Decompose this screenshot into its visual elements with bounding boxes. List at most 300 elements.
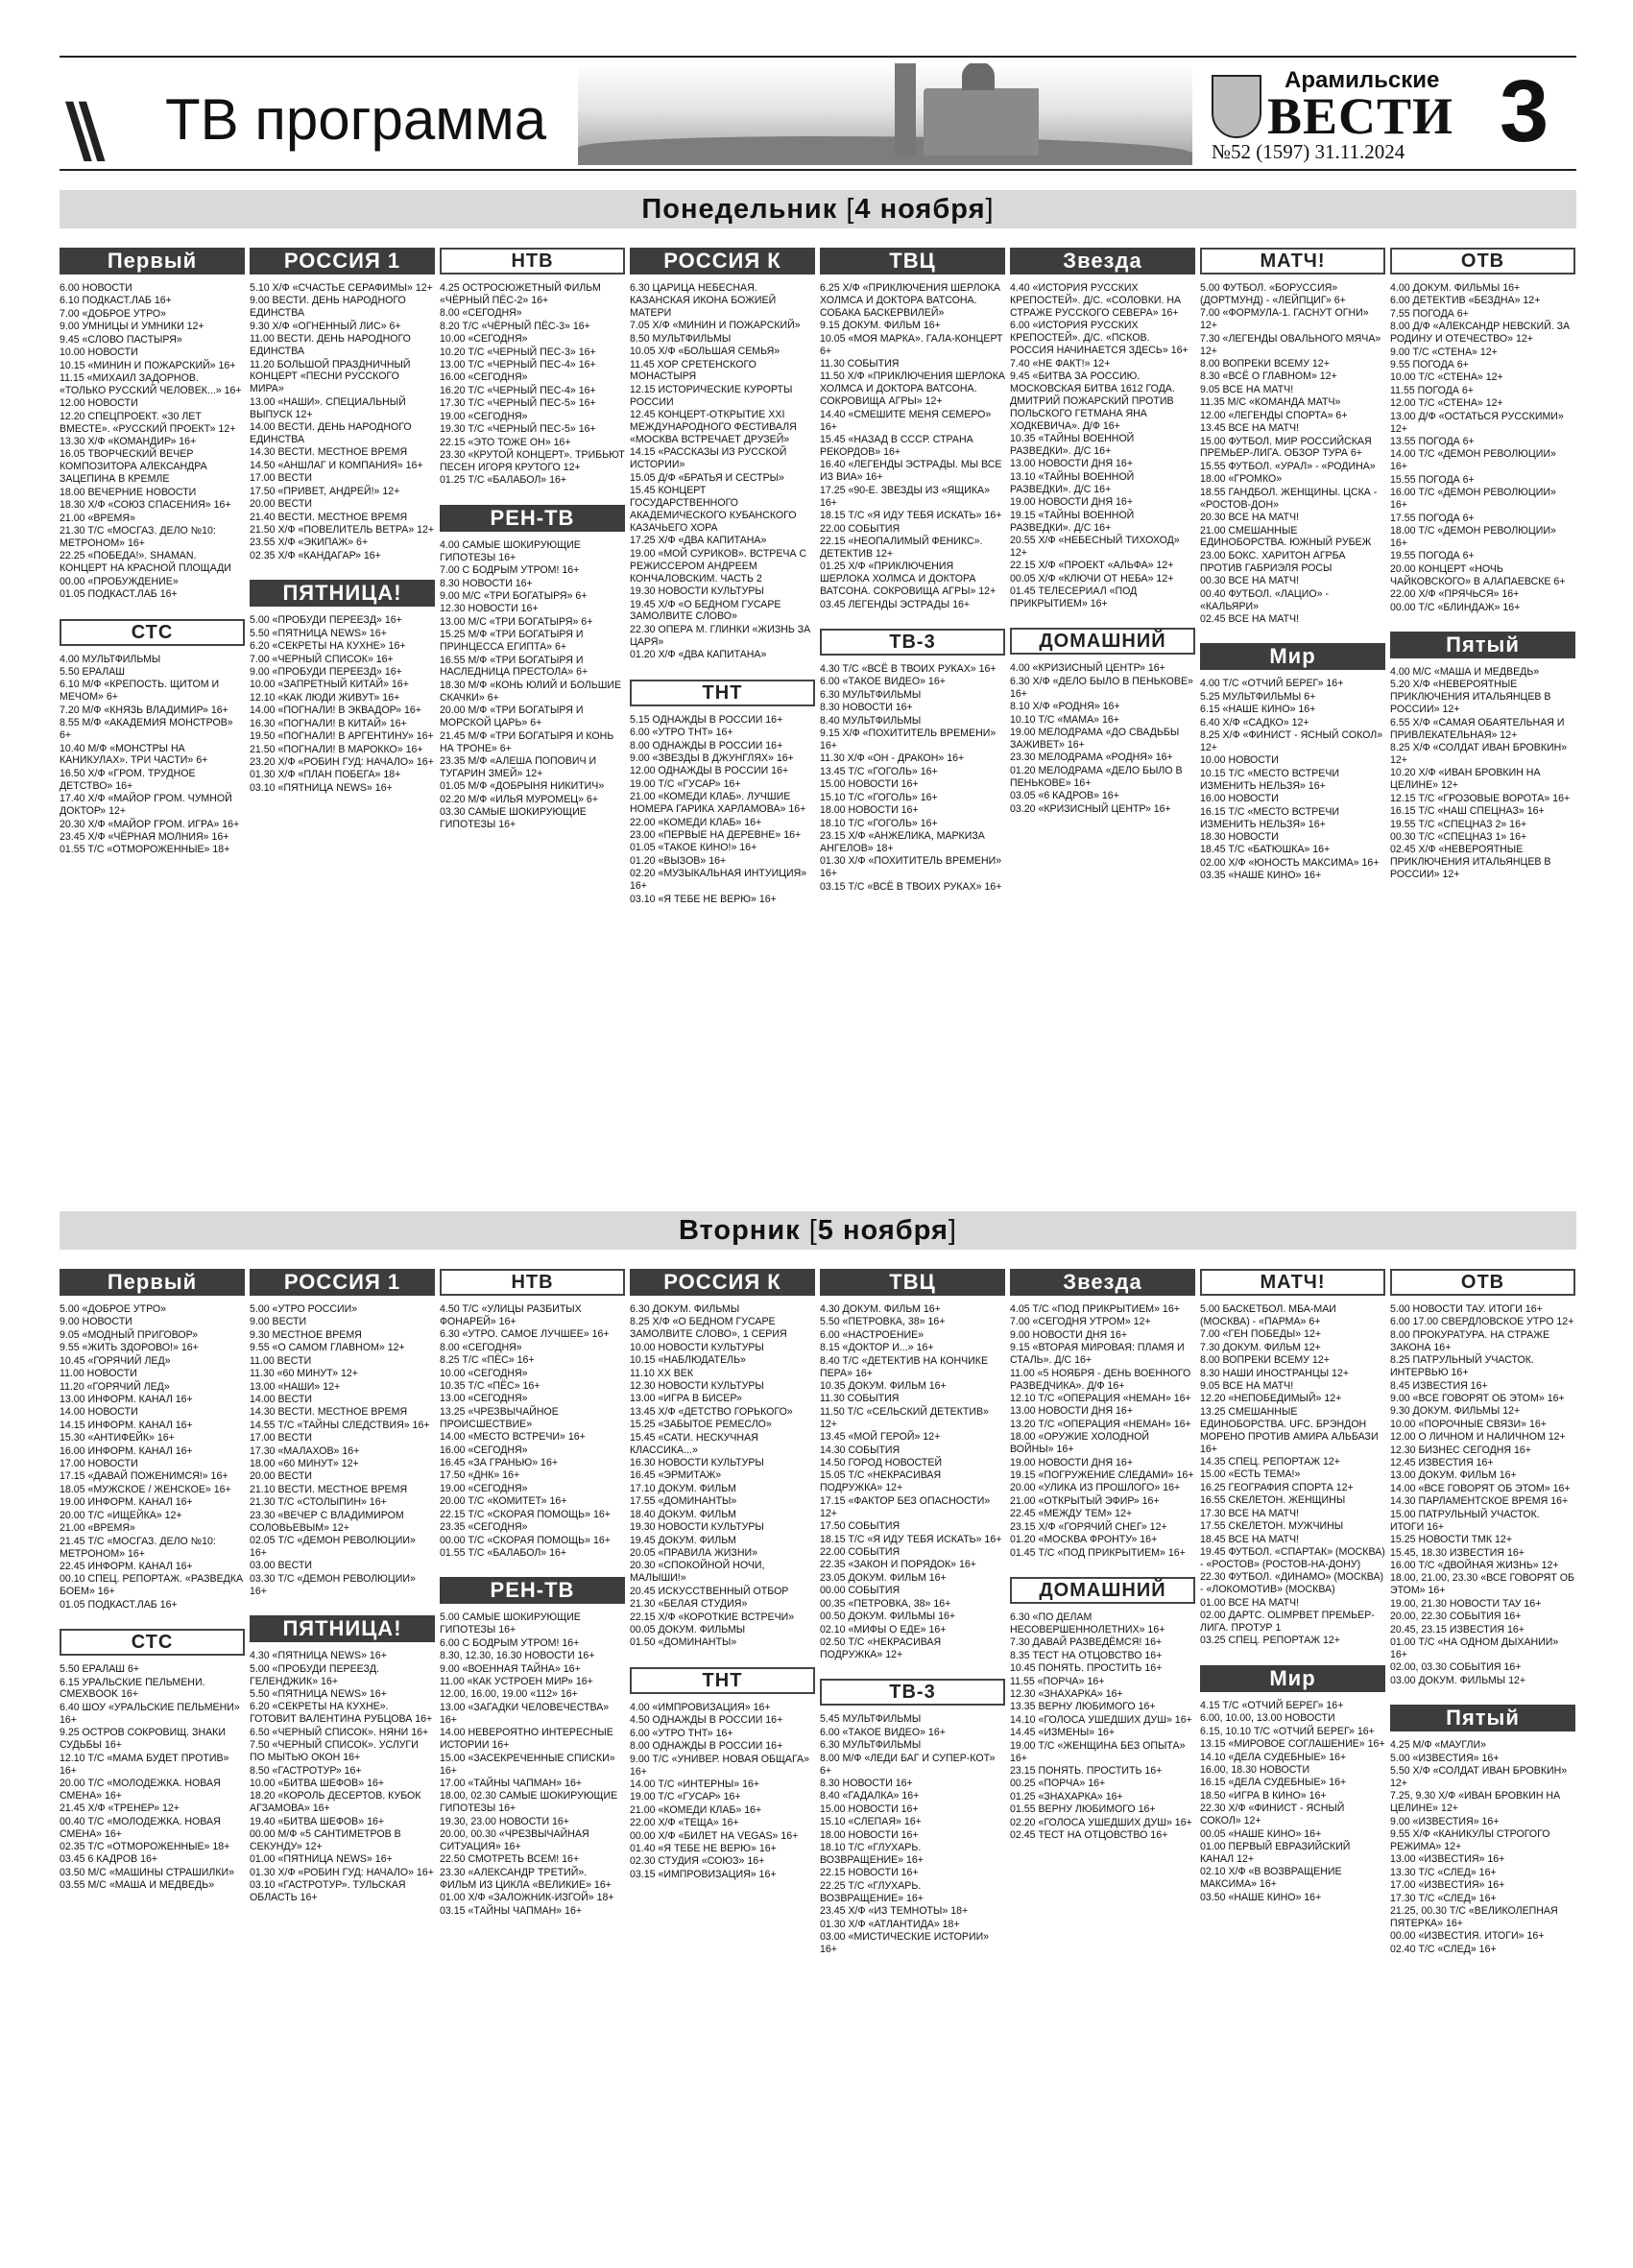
program-item: 17.30 «МАЛАХОВ» 16+ xyxy=(250,1444,360,1457)
program-item: 9.00 «ПРОБУДИ ПЕРЕЕЗД» 16+ xyxy=(250,665,402,678)
program-item: 16.30 «ПОГНАЛИ! В КИТАЙ» 16+ xyxy=(250,717,407,729)
schedule-column xyxy=(60,1269,245,2257)
program-item: 16.15 Т/С «МЕСТО ВСТРЕЧИ ИЗМЕНИТЬ НЕЛЬЗЯ» 16+ xyxy=(1200,805,1340,830)
program-item: 8.00 «СЕГОДНЯ» xyxy=(440,307,522,320)
program-item: 18.05 «МУЖСКОЕ / ЖЕНСКОЕ» 16+ xyxy=(60,1483,231,1495)
program-item: 10.00 НОВОСТИ xyxy=(60,346,138,359)
program-item: 5.00 «ПРОБУДИ ПЕРЕЕЗД. ГЕЛЕНДЖИК» 16+ xyxy=(250,1662,379,1687)
program-item: 23.00 «ПЕРВЫЕ НА ДЕРЕВНЕ» 16+ xyxy=(630,828,802,841)
program-item: 14.30 ВЕСТИ. МЕСТНОЕ ВРЕМЯ xyxy=(250,1406,408,1419)
program-item: 22.15 «ЭТО ТОЖЕ ОН» 16+ xyxy=(440,436,571,448)
program-item: 02.45 Х/Ф «НЕВЕРОЯТНЫЕ ПРИКЛЮЧЕНИЯ ИТАЛЬЯНЦЕВ В РОССИИ» 12+ xyxy=(1390,844,1551,881)
program-item: 00.00 «ИЗВЕСТИЯ. ИТОГИ» 16+ xyxy=(1390,1930,1545,1943)
program-item: 9.15 ДОКУМ. ФИЛЬМ 16+ xyxy=(820,320,941,332)
program-item: 8.00 ОДНАЖДЫ В РОССИИ 16+ xyxy=(630,739,783,752)
program-item: 21.30 «БЕЛАЯ СТУДИЯ» xyxy=(630,1598,748,1611)
program-item: 13.00 «ИГРА В БИСЕР» xyxy=(630,1393,742,1405)
program-item: 14.00 «ВСЕ ГОВОРЯТ ОБ ЭТОМ» 16+ xyxy=(1390,1482,1571,1494)
program-item: 12.45 КОНЦЕРТ-ОТКРЫТИЕ XXI МЕЖДУНАРОДНОГО ФЕСТИВАЛЯ «МОСКВА ВСТРЕЧАЕТ ДРУЗЕЙ» xyxy=(630,409,797,446)
program-item: 19.45 Х/Ф «О БЕДНОМ ГУСАРЕ ЗАМОЛВИТЕ СЛОВО» xyxy=(630,598,781,623)
program-item: 19.45 ДОКУМ. ФИЛЬМ xyxy=(630,1534,736,1546)
program-item: 5.00 НОВОСТИ ТАУ. ИТОГИ 16+ xyxy=(1390,1303,1543,1315)
channel-logo: Пятый xyxy=(1390,632,1575,658)
program-item: 17.25 «90-Е. ЗВЕЗДЫ ИЗ «ЯЩИКА» 16+ xyxy=(820,484,990,509)
program-item: 23.30 «АЛЕКСАНДР ТРЕТИЙ». ФИЛЬМ ИЗ ЦИКЛА «ВЕЛИКИЕ» 16+ xyxy=(440,1866,612,1891)
program-item: 11.30 СОБЫТИЯ xyxy=(820,1393,900,1405)
program-item: 9.55 «О САМОМ ГЛАВНОМ» 12+ xyxy=(250,1342,405,1354)
channel-logo: РОССИЯ К xyxy=(630,248,815,275)
program-item: 00.00 «ПРОБУЖДЕНИЕ» xyxy=(60,575,179,587)
program-item: 20.30 ВСЕ НА МАТЧ! xyxy=(1200,512,1300,524)
channel-logo: РЕН-ТВ xyxy=(440,1577,625,1604)
program-item: 4.50 ОДНАЖДЫ В РОССИИ 16+ xyxy=(630,1714,783,1727)
program-item: 22.00 СОБЫТИЯ xyxy=(820,522,901,535)
program-item: 00.00 Х/Ф «БИЛЕТ НА VEGAS» 16+ xyxy=(630,1829,799,1842)
program-item: 01.05 М/Ф «ДОБРЫНЯ НИКИТИЧ» xyxy=(440,780,605,793)
program-item: 18.15 Т/С «Я ИДУ ТЕБЯ ИСКАТЬ» 16+ xyxy=(820,510,1002,522)
program-item: 01.00 ПЕРВЫЙ ЕВРАЗИЙСКИЙ КАНАЛ 12+ xyxy=(1200,1841,1351,1865)
program-item: 16.30 НОВОСТИ КУЛЬТУРЫ xyxy=(630,1457,764,1469)
program-item: 18.10 Т/С «ГЛУХАРЬ. ВОЗВРАЩЕНИЕ» 16+ xyxy=(820,1842,924,1866)
program-item: 10.10 Т/С «МАМА» 16+ xyxy=(1010,713,1119,726)
program-item: 01.05 «ТАКОЕ КИНО!» 16+ xyxy=(630,842,757,854)
program-item: 03.45 ЛЕГЕНДЫ ЭСТРАДЫ 16+ xyxy=(820,598,971,610)
program-item: 6.00 «ТАКОЕ ВИДЕО» 16+ xyxy=(820,1726,946,1738)
schedule-column xyxy=(1390,1269,1575,2257)
program-item: 7.40 «НЕ ФАКТ!» 12+ xyxy=(1010,357,1111,370)
program-item: 20.00 Т/С «КОМИТЕТ» 16+ xyxy=(440,1495,567,1508)
program-item: 11.20 БОЛЬШОЙ ПРАЗДНИЧНЫЙ КОНЦЕРТ «ПЕСНИ РУССКОГО МИРА» xyxy=(250,358,411,395)
program-item: 15.25 М/Ф «ТРИ БОГАТЫРЯ И ПРИНЦЕССА ЕГИПТА» 6+ xyxy=(440,629,584,654)
program-item: 11.00 «КАК УСТРОЕН МИР» 16+ xyxy=(440,1676,593,1688)
program-item: 14.30 СОБЫТИЯ xyxy=(820,1444,901,1456)
program-item: 10.00 Т/С «СТЕНА» 12+ xyxy=(1390,371,1503,384)
program-item: 21.40 ВЕСТИ. МЕСТНОЕ ВРЕМЯ xyxy=(250,511,408,523)
program-item: 9.55 ПОГОДА 6+ xyxy=(1390,359,1469,371)
program-item: 19.00 НОВОСТИ ДНЯ 16+ xyxy=(1010,496,1134,509)
schedule-column xyxy=(1010,1269,1195,2257)
program-item: 18.00 НОВОСТИ 16+ xyxy=(820,804,919,817)
program-item: 14.00 НОВОСТИ xyxy=(60,1406,138,1419)
program-item: 7.00 «ФОРМУЛА-1. ГАСНУТ ОГНИ» 12+ xyxy=(1200,307,1369,332)
program-item: 8.00 ВОПРЕКИ ВСЕМУ 12+ xyxy=(1200,1354,1330,1367)
program-item: 03.50 «НАШЕ КИНО» 16+ xyxy=(1200,1891,1322,1903)
program-item: 7.30 ДОКУМ. ФИЛЬМ 12+ xyxy=(1200,1341,1321,1353)
program-item: 6.10 ПОДКАСТ.ЛАБ 16+ xyxy=(60,295,172,307)
program-item: 6.30 Х/Ф «ДЕЛО БЫЛО В ПЕНЬКОВЕ» 16+ xyxy=(1010,675,1193,700)
program-item: 00.30 ВСЕ НА МАТЧ! xyxy=(1200,575,1300,587)
program-item: 5.50 Х/Ф «СОЛДАТ ИВАН БРОВКИН» 12+ xyxy=(1390,1765,1568,1789)
program-item: 6.00 С БОДРЫМ УТРОМ! 16+ xyxy=(440,1636,580,1649)
program-item: 14.00 «МЕСТО ВСТРЕЧИ» 16+ xyxy=(440,1431,586,1444)
program-item: 00.00 Т/С «СКОРАЯ ПОМОЩЬ» 16+ xyxy=(440,1534,611,1546)
program-item: 13.10 «ТАЙНЫ ВОЕННОЙ РАЗВЕДКИ». Д/С 16+ xyxy=(1010,470,1135,495)
program-item: 16.05 ТВОРЧЕСКИЙ ВЕЧЕР КОМПОЗИТОРА АЛЕКСАНДРА ЗАЦЕПИНА В КРЕМЛЕ xyxy=(60,448,207,486)
program-item: 02.20 «МУЗЫКАЛЬНАЯ ИНТУИЦИЯ» 16+ xyxy=(630,868,807,893)
program-item: 18.00 «ГРОМКО» xyxy=(1200,473,1283,486)
program-item: 11.00 ВЕСТИ xyxy=(250,1354,312,1367)
program-item: 19.30 Т/С «ЧЕРНЫЙ ПЕС-5» 16+ xyxy=(440,423,596,436)
program-item: 00.05 Х/Ф «КЛЮЧИ ОТ НЕБА» 12+ xyxy=(1010,572,1174,585)
channel-logo: ТНТ xyxy=(630,680,815,706)
program-item: 01.00 ВСЕ НА МАТЧ! xyxy=(1200,1596,1300,1609)
program-item: 01.00 «ПЯТНИЦА NEWS» 16+ xyxy=(250,1853,393,1866)
program-item: 19.00, 21.30 НОВОСТИ ТАУ 16+ xyxy=(1390,1597,1542,1610)
section-title: ТВ программа xyxy=(165,87,547,152)
program-item: 15.05 Д/Ф «БРАТЬЯ И СЕСТРЫ» xyxy=(630,471,784,484)
program-item: 22.00 СОБЫТИЯ xyxy=(820,1546,901,1559)
program-item: 13.30 Х/Ф «КОМАНДИР» 16+ xyxy=(60,436,197,448)
program-item: 23.30 МЕЛОДРАМА «РОДНЯ» 16+ xyxy=(1010,752,1173,764)
program-item: 01.45 ТЕЛЕСЕРИАЛ «ПОД ПРИКРЫТИЕМ» 16+ xyxy=(1010,585,1138,610)
program-item: 10.35 Т/С «ПЁС» 16+ xyxy=(440,1380,540,1393)
program-item: 22.45 «МЕЖДУ ТЕМ» 12+ xyxy=(1010,1508,1133,1520)
program-item: 8.45 ИЗВЕСТИЯ 16+ xyxy=(1390,1379,1488,1392)
program-item: 01.00 Х/Ф «ЗАЛОЖНИК-ИЗГОЙ» 18+ xyxy=(440,1892,614,1904)
program-item: 10.35 ДОКУМ. ФИЛЬМ 16+ xyxy=(820,1380,947,1393)
program-item: 22.15 Т/С «СКОРАЯ ПОМОЩЬ» 16+ xyxy=(440,1508,611,1520)
program-item: 4.00 Т/С «ОТЧИЙ БЕРЕГ» 16+ xyxy=(1200,678,1344,690)
program-item: 6.15 «НАШЕ КИНО» 16+ xyxy=(1200,704,1316,716)
program-item: 00.40 ФУТБОЛ. «ЛАЦИО» - «КАЛЬЯРИ» xyxy=(1200,587,1329,612)
program-item: 9.25 ОСТРОВ СОКРОВИЩ. ЗНАКИ СУДЬБЫ 16+ xyxy=(60,1727,226,1752)
program-item: 17.50 «ПРИВЕТ, АНДРЕЙ!» 12+ xyxy=(250,485,400,497)
channel-logo: ПЯТНИЦА! xyxy=(250,1615,435,1642)
program-item: 16.50 Х/Ф «ГРОМ. ТРУДНОЕ ДЕТСТВО» 16+ xyxy=(60,767,196,792)
program-item: 22.30 ФУТБОЛ. «ДИНАМО» (МОСКВА) - «ЛОКОМОТИВ» (МОСКВА) xyxy=(1200,1571,1384,1596)
program-item: 11.45 ХОР СРЕТЕНСКОГО МОНАСТЫРЯ xyxy=(630,358,756,383)
program-item: 7.00 С БОДРЫМ УТРОМ! 16+ xyxy=(440,564,580,577)
program-item: 13.35 ВЕРНУ ЛЮБИМОГО 16+ xyxy=(1010,1701,1156,1713)
program-item: 5.50 ЕРАЛАШ 6+ xyxy=(60,1663,140,1676)
program-item: 02.10 «МИФЫ О ЕДЕ» 16+ xyxy=(820,1623,947,1635)
logo-city: Арамильские xyxy=(1285,67,1440,93)
program-item: 10.00 «СЕГОДНЯ» xyxy=(440,1367,528,1379)
program-item: 7.25, 9.30 Х/Ф «ИВАН БРОВКИН НА ЦЕЛИНЕ» 12+ xyxy=(1390,1790,1561,1815)
program-item: 00.10 СПЕЦ. РЕПОРТАЖ. «РАЗВЕДКА БОЕМ» 16+ xyxy=(60,1573,244,1598)
program-item: 03.35 «НАШЕ КИНО» 16+ xyxy=(1200,870,1322,882)
program-item: 4.15 Т/С «ОТЧИЙ БЕРЕГ» 16+ xyxy=(1200,1699,1344,1711)
program-item: 16.40 «ЛЕГЕНДЫ ЭСТРАДЫ. МЫ ВСЕ ИЗ ВИА» 16+ xyxy=(820,459,1002,484)
schedule-column xyxy=(60,248,245,1192)
day-band-tuesday xyxy=(60,1211,1576,1250)
program-item: 19.30 НОВОСТИ КУЛЬТУРЫ xyxy=(630,585,764,598)
program-item: 16.00 НОВОСТИ xyxy=(1200,793,1279,805)
channel-logo: Первый xyxy=(60,1269,245,1296)
program-item: 12.10 «КАК ЛЮДИ ЖИВУТ» 16+ xyxy=(250,691,400,704)
program-item: 17.55 ПОГОДА 6+ xyxy=(1390,512,1475,524)
program-item: 03.05 «6 КАДРОВ» 16+ xyxy=(1010,790,1119,802)
program-item: 14.00 ВЕСТИ. ДЕНЬ НАРОДНОГО ЕДИНСТВА xyxy=(250,421,412,446)
program-item: 5.00 ФУТБОЛ. «БОРУССИЯ» (ДОРТМУНД) - «ЛЕЙПЦИГ» 6+ xyxy=(1200,282,1346,306)
program-item: 15.00 НОВОСТИ 16+ xyxy=(820,778,919,791)
program-item: 9.00 «ВОЕННАЯ ТАЙНА» 16+ xyxy=(440,1662,581,1675)
program-item: 01.55 Т/С «БАЛАБОЛ» 16+ xyxy=(440,1547,567,1560)
program-item: 9.00 М/С «ТРИ БОГАТЫРЯ» 6+ xyxy=(440,589,588,602)
date: 5 ноября xyxy=(817,1215,949,1246)
program-item: 17.15 «ФАКТОР БЕЗ ОПАСНОСТИ» 12+ xyxy=(820,1494,991,1519)
program-item: 11.55 «ПОРЧА» 16+ xyxy=(1010,1675,1105,1687)
program-item: 6.40 Х/Ф «САДКО» 12+ xyxy=(1200,716,1309,728)
program-item: 20.00, 22.30 СОБЫТИЯ 16+ xyxy=(1390,1611,1522,1623)
program-item: 13.45 Х/Ф «ДЕТСТВО ГОРЬКОГО» xyxy=(630,1405,793,1418)
program-item: 01.20 МЕЛОДРАМА «ДЕЛО БЫЛО В ПЕНЬКОВЕ» 16+ xyxy=(1010,764,1183,789)
program-item: 7.30 ДАВАЙ РАЗВЕДЁМСЯ! 16+ xyxy=(1010,1636,1163,1649)
program-item: 23.05 ДОКУМ. ФИЛЬМ 16+ xyxy=(820,1571,947,1584)
program-item: 18.20 «КОРОЛЬ ДЕСЕРТОВ. КУБОК АГЗАМОВА» 16+ xyxy=(250,1790,421,1815)
program-item: 8.35 ТЕСТ НА ОТЦОВСТВО 16+ xyxy=(1010,1649,1163,1661)
program-item: 16.25 ГЕОГРАФИЯ СПОРТА 12+ xyxy=(1200,1481,1354,1493)
program-item: 4.25 М/Ф «МАУГЛИ» xyxy=(1390,1739,1486,1752)
channel-logo: ТВЦ xyxy=(820,1269,1005,1296)
channel-logo: Мир xyxy=(1200,643,1385,670)
program-item: 18.00 «ОРУЖИЕ ХОЛОДНОЙ ВОЙНЫ» 16+ xyxy=(1010,1431,1150,1456)
program-item: 8.40 Т/С «ДЕТЕКТИВ НА КОНЧИКЕ ПЕРА» 16+ xyxy=(820,1354,989,1379)
program-item: 5.50 «ПЯТНИЦА NEWS» 16+ xyxy=(250,627,387,639)
program-item: 5.50 «ПЕТРОВКА, 38» 16+ xyxy=(820,1316,946,1328)
page-number: 3 xyxy=(1500,62,1549,160)
program-item: 5.50 «ПЯТНИЦА NEWS» 16+ xyxy=(250,1687,387,1700)
program-item: 6.20 «СЕКРЕТЫ НА КУХНЕ» 16+ xyxy=(250,640,406,653)
program-item: 10.00 «СЕГОДНЯ» xyxy=(440,333,528,346)
program-item: 7.50 «ЧЕРНЫЙ СПИСОК». УСЛУГИ ПО МЫТЬЮ ОКОН 16+ xyxy=(250,1739,419,1764)
program-item: 7.55 ПОГОДА 6+ xyxy=(1390,307,1469,320)
program-item: 19.15 «ТАЙНЫ ВОЕННОЙ РАЗВЕДКИ». Д/С 16+ xyxy=(1010,509,1135,534)
program-item: 4.30 ДОКУМ. ФИЛЬМ 16+ xyxy=(820,1303,941,1315)
program-item: 15.45, 18.30 ИЗВЕСТИЯ 16+ xyxy=(1390,1546,1525,1559)
program-item: 21.45 М/Ф «ТРИ БОГАТЫРЯ И КОНЬ НА ТРОНЕ» 6+ xyxy=(440,729,614,754)
program-item: 9.45 «СЛОВО ПАСТЫРЯ» xyxy=(60,333,182,346)
program-item: 22.15 «НЕОПАЛИМЫЙ ФЕНИКС». ДЕТЕКТИВ 12+ xyxy=(820,535,983,560)
program-item: 6.00 «УТРО ТНТ» 16+ xyxy=(630,727,733,739)
schedule-column xyxy=(630,1269,815,2257)
program-item: 11.20 «ГОРЯЧИЙ ЛЕД» xyxy=(60,1380,170,1393)
program-item: 5.00 «ПРОБУДИ ПЕРЕЕЗД» 16+ xyxy=(250,614,402,627)
program-item: 03.25 СПЕЦ. РЕПОРТАЖ 12+ xyxy=(1200,1635,1340,1647)
program-item: 12.30 БИЗНЕС СЕГОДНЯ 16+ xyxy=(1390,1444,1531,1456)
program-item: 01.05 ПОДКАСТ.ЛАБ 16+ xyxy=(60,1598,178,1611)
program-item: 19.15 «ПОГРУЖЕНИЕ СЛЕДАМИ» 16+ xyxy=(1010,1468,1194,1481)
program-item: 11.50 Т/С «СЕЛЬСКИЙ ДЕТЕКТИВ» 12+ xyxy=(820,1405,989,1430)
channel-logo: НТВ xyxy=(440,1269,625,1296)
program-item: 5.00 БАСКЕТБОЛ. МБА-МАИ (МОСКВА) - «ПАРМА» 6+ xyxy=(1200,1303,1336,1327)
program-item: 03.00 ВЕСТИ xyxy=(250,1560,312,1572)
program-item: 10.35 «ТАЙНЫ ВОЕННОЙ РАЗВЕДКИ». Д/С 16+ xyxy=(1010,433,1135,457)
program-item: 18.45 ВСЕ НА МАТЧ! xyxy=(1200,1533,1300,1545)
program-item: 19.00 Т/С «ЖЕНЩИНА БЕЗ ОПЫТА» 16+ xyxy=(1010,1739,1186,1764)
program-item: 14.00 Т/С «ДЕМОН РЕВОЛЮЦИИ» 16+ xyxy=(1390,448,1556,473)
program-item: 03.00 «МИСТИЧЕСКИЕ ИСТОРИИ» 16+ xyxy=(820,1930,990,1955)
program-item: 19.00 «СЕГОДНЯ» xyxy=(440,410,528,422)
program-item: 15.25 «ЗАБЫТОЕ РЕМЕСЛО» xyxy=(630,1419,772,1431)
channel-logo: МАТЧ! xyxy=(1200,248,1385,275)
program-item: 8.00 Д/Ф «АЛЕКСАНДР НЕВСКИЙ. ЗА РОДИНУ И ОТЕЧЕСТВО» 12+ xyxy=(1390,321,1571,346)
program-item: 8.30 «ВСЁ О ГЛАВНОМ» 12+ xyxy=(1200,370,1337,383)
program-item: 8.50 «ГАСТРОТУР» 16+ xyxy=(250,1764,362,1777)
channel-logo: ДОМАШНИЙ xyxy=(1010,628,1195,655)
program-item: 02.00, 03.30 СОБЫТИЯ 16+ xyxy=(1390,1661,1522,1674)
program-item: 01.55 Т/С «ОТМОРОЖЕННЫЕ» 18+ xyxy=(60,844,230,856)
program-item: 6.50 «ЧЕРНЫЙ СПИСОК». НЯНИ 16+ xyxy=(250,1726,429,1738)
schedule-column xyxy=(250,248,435,1192)
program-item: 13.00 «НАШИ» 12+ xyxy=(250,1380,341,1393)
program-item: 5.15 ОДНАЖДЫ В РОССИИ 16+ xyxy=(630,713,783,726)
program-item: 01.30 Х/Ф «АТЛАНТИДА» 18+ xyxy=(820,1918,960,1930)
program-item: 17.50 СОБЫТИЯ xyxy=(820,1520,901,1533)
program-item: 11.00 ВЕСТИ. ДЕНЬ НАРОДНОГО ЕДИНСТВА xyxy=(250,333,411,358)
program-item: 15.45 «НАЗАД В СССР. СТРАНА РЕКОРДОВ» 16+ xyxy=(820,434,973,458)
program-item: 4.00 МУЛЬТФИЛЬМЫ xyxy=(60,653,161,665)
program-item: 11.30 «60 МИНУТ» 12+ xyxy=(250,1368,358,1380)
program-item: 13.00 НОВОСТИ ДНЯ 16+ xyxy=(1010,458,1134,470)
channel-logo: Первый xyxy=(60,248,245,275)
program-item: 21.00 «ВРЕМЯ» xyxy=(60,1522,135,1535)
program-item: 9.00 «ЗВЕЗДЫ В ДЖУНГЛЯХ» 16+ xyxy=(630,752,794,764)
program-item: 13.45 «МОЙ ГЕРОЙ» 12+ xyxy=(820,1431,941,1444)
program-item: 15.45 КОНЦЕРТ ГОСУДАРСТВЕННОГО АКАДЕМИЧЕСКОГО КУБАНСКОГО КАЗАЧЬЕГО ХОРА xyxy=(630,485,797,535)
program-item: 8.50 МУЛЬТФИЛЬМЫ xyxy=(630,332,732,345)
program-item: 17.25 Х/Ф «ДВА КАПИТАНА» xyxy=(630,535,767,547)
program-item: 15.10 Т/С «ГОГОЛЬ» 16+ xyxy=(820,791,938,803)
program-item: 8.30 НОВОСТИ 16+ xyxy=(820,702,913,714)
program-item: 21.30 Т/С «МОСГАЗ. ДЕЛО №10: МЕТРОНОМ» 16+ xyxy=(60,525,216,549)
program-item: 18.30 Х/Ф «СОЮЗ СПАСЕНИЯ» 16+ xyxy=(60,499,231,512)
program-item: 6.30 МУЛЬТФИЛЬМЫ xyxy=(820,1739,922,1752)
program-item: 22.30 Х/Ф «ФИНИСТ - ЯСНЫЙ СОКОЛ» 12+ xyxy=(1200,1802,1345,1827)
program-item: 13.00 «СЕГОДНЯ» xyxy=(440,1393,528,1405)
program-item: 21.00 «КОМЕДИ КЛАБ» 16+ xyxy=(630,1803,762,1816)
program-item: 02.20 М/Ф «ИЛЬЯ МУРОМЕЦ» 6+ xyxy=(440,793,599,805)
schedule-column xyxy=(1200,248,1385,1192)
program-item: 13.00 ИНФОРМ. КАНАЛ 16+ xyxy=(60,1393,193,1405)
program-item: 03.30 Т/С «ДЕМОН РЕВОЛЮЦИИ» 16+ xyxy=(250,1572,416,1597)
program-item: 12.00 НОВОСТИ xyxy=(60,397,138,410)
program-item: 18.00 Т/С «ДЕМОН РЕВОЛЮЦИИ» 16+ xyxy=(1390,525,1556,549)
program-item: 01.20 Х/Ф «ДВА КАПИТАНА» xyxy=(630,649,767,661)
program-item: 12.45 ИЗВЕСТИЯ 16+ xyxy=(1390,1457,1494,1469)
program-item: 14.00 НЕВЕРОЯТНО ИНТЕРЕСНЫЕ ИСТОРИИ 16+ xyxy=(440,1727,613,1752)
channel-logo: РОССИЯ 1 xyxy=(250,1269,435,1296)
program-item: 6.15, 10.10 Т/С «ОТЧИЙ БЕРЕГ» 16+ xyxy=(1200,1725,1375,1737)
program-item: 00.00 СОБЫТИЯ xyxy=(820,1585,901,1597)
program-item: 12.15 Т/С «ГРОЗОВЫЕ ВОРОТА» 16+ xyxy=(1390,792,1571,804)
program-item: 15.55 ФУТБОЛ. «УРАЛ» - «РОДИНА» xyxy=(1200,460,1376,472)
program-item: 6.00 НОВОСТИ xyxy=(60,282,132,294)
program-item: 17.15 «ДАВАЙ ПОЖЕНИМСЯ!» 16+ xyxy=(60,1470,228,1483)
program-item: 15.30 «АНТИФЕЙК» 16+ xyxy=(60,1432,175,1444)
program-item: 12.10 Т/С «ОПЕРАЦИЯ «НЕМАН» 16+ xyxy=(1010,1392,1191,1404)
program-item: 10.15 «МИНИН И ПОЖАРСКИЙ» 16+ xyxy=(60,359,236,371)
program-item: 7.05 Х/Ф «МИНИН И ПОЖАРСКИЙ» xyxy=(630,320,801,332)
program-item: 18.30 НОВОСТИ xyxy=(1200,830,1279,843)
program-item: 00.30 Т/С «СПЕЦНАЗ 1» 16+ xyxy=(1390,830,1527,843)
channel-logo: ОТВ xyxy=(1390,248,1575,275)
program-item: 17.30 Т/С «СЛЕД» 16+ xyxy=(1390,1892,1497,1904)
program-item: 02.00 Х/Ф «ЮНОСТЬ МАКСИМА» 16+ xyxy=(1200,856,1380,869)
program-item: 16.45 «ЭРМИТАЖ» xyxy=(630,1469,722,1482)
program-item: 02.05 Т/С «ДЕМОН РЕВОЛЮЦИИ» 16+ xyxy=(250,1535,416,1560)
program-item: 13.30 Т/С «СЛЕД» 16+ xyxy=(1390,1866,1497,1878)
program-item: 13.20 Т/С «ОПЕРАЦИЯ «НЕМАН» 16+ xyxy=(1010,1418,1191,1430)
slashes-icon: \\ xyxy=(65,86,92,172)
program-item: 18.00 ВЕЧЕРНИЕ НОВОСТИ xyxy=(60,486,197,498)
program-item: 11.55 ПОГОДА 6+ xyxy=(1390,384,1474,396)
program-item: 19.40 «БИТВА ШЕФОВ» 16+ xyxy=(250,1815,385,1827)
program-item: 9.00 НОВОСТИ xyxy=(60,1316,132,1328)
schedule-column xyxy=(1200,1269,1385,2257)
program-item: 9.00 ВЕСТИ xyxy=(250,1316,307,1328)
program-item: 21.25, 00.30 Т/С «ВЕЛИКОЛЕПНАЯ ПЯТЕРКА» 16+ xyxy=(1390,1905,1558,1930)
channel-logo: Мир xyxy=(1200,1665,1385,1692)
program-item: 22.15 НОВОСТИ 16+ xyxy=(820,1867,919,1879)
program-item: 16.15 Т/С «НАШ СПЕЦНАЗ» 16+ xyxy=(1390,805,1545,818)
program-item: 00.25 «ПОРЧА» 16+ xyxy=(1010,1778,1106,1790)
program-item: 21.00 «ОТКРЫТЫЙ ЭФИР» 16+ xyxy=(1010,1494,1160,1507)
program-item: 8.55 М/Ф «АКАДЕМИЯ МОНСТРОВ» 6+ xyxy=(60,717,233,742)
program-item: 20.30 «СПОКОЙНОЙ НОЧИ, МАЛЫШИ!» xyxy=(630,1560,765,1585)
program-item: 4.05 Т/С «ПОД ПРИКРЫТИЕМ» 16+ xyxy=(1010,1303,1180,1315)
program-item: 22.00 «КОМЕДИ КЛАБ» 16+ xyxy=(630,816,762,828)
program-item: 03.45 6 КАДРОВ 16+ xyxy=(60,1853,158,1866)
program-item: 17.10 ДОКУМ. ФИЛЬМ xyxy=(630,1482,736,1494)
program-item: 13.55 ПОГОДА 6+ xyxy=(1390,436,1475,448)
program-item: 13.25 СМЕШАННЫЕ ЕДИНОБОРСТВА. UFC. БРЭНДОН МОРЕНО ПРОТИВ АМИРА АЛЬБАЗИ 16+ xyxy=(1200,1405,1379,1455)
program-item: 9.30 МЕСТНОЕ ВРЕМЯ xyxy=(250,1328,362,1341)
program-item: 22.00 Х/Ф «ПРЯЧЬСЯ» 16+ xyxy=(1390,588,1520,601)
program-item: 8.40 «ГАДАЛКА» 16+ xyxy=(820,1790,920,1802)
channel-logo: РЕН-ТВ xyxy=(440,505,625,532)
program-item: 10.15 «НАБЛЮДАТЕЛЬ» xyxy=(630,1354,746,1367)
program-item: 13.00 НОВОСТИ ДНЯ 16+ xyxy=(1010,1405,1134,1418)
program-item: 15.00 ПАТРУЛЬНЫЙ УЧАСТОК. ИТОГИ 16+ xyxy=(1390,1508,1540,1533)
program-item: 14.00 Т/С «ИНТЕРНЫ» 16+ xyxy=(630,1778,760,1790)
program-item: 6.15 УРАЛЬСКИЕ ПЕЛЬМЕНИ. СМЕХBOOK 16+ xyxy=(60,1676,205,1701)
program-item: 20.00 М/Ф «ТРИ БОГАТЫРЯ И МОРСКОЙ ЦАРЬ» 6+ xyxy=(440,704,584,729)
program-item: 7.00 «ДОБРОЕ УТРО» xyxy=(60,307,167,320)
program-item: 19.30 НОВОСТИ КУЛЬТУРЫ xyxy=(630,1521,764,1534)
program-item: 16.15 «ДЕЛА СУДЕБНЫЕ» 16+ xyxy=(1200,1777,1347,1789)
program-item: 11.15 «МИХАИЛ ЗАДОРНОВ. «ТОЛЬКО РУССКИЙ ЧЕЛОВЕК...» 16+ xyxy=(60,371,242,396)
program-item: 6.30 «ПО ДЕЛАМ НЕСОВЕРШЕННОЛЕТНИХ» 16+ xyxy=(1010,1611,1165,1635)
program-item: 8.30 НАШИ ИНОСТРАНЦЫ 12+ xyxy=(1200,1367,1350,1379)
program-item: 8.25 Х/Ф «ФИНИСТ - ЯСНЫЙ СОКОЛ» 12+ xyxy=(1200,729,1383,753)
program-item: 23.35 М/Ф «АЛЕША ПОПОВИЧ И ТУГАРИН ЗМЕЙ» 12+ xyxy=(440,754,597,779)
program-item: 6.30 ЦАРИЦА НЕБЕСНАЯ. КАЗАНСКАЯ ИКОНА БОЖИЕЙ МАТЕРИ xyxy=(630,282,777,319)
program-item: 12.20 СПЕЦПРОЕКТ. «30 ЛЕТ ВМЕСТЕ». «РУССКИЙ ПРОЕКТ» 12+ xyxy=(60,410,236,435)
program-item: 23.30 «КРУТОЙ КОНЦЕРТ». ТРИБЬЮТ ПЕСЕН ИГОРЯ КРУТОГО 12+ xyxy=(440,448,625,473)
program-item: 14.50 ГОРОД НОВОСТЕЙ xyxy=(820,1457,943,1469)
program-item: 20.30 Х/Ф «МАЙОР ГРОМ. ИГРА» 16+ xyxy=(60,818,240,830)
program-item: 7.00 «СЕГОДНЯ УТРОМ» 12+ xyxy=(1010,1316,1151,1328)
program-item: 6.30 МУЛЬТФИЛЬМЫ xyxy=(820,688,922,701)
program-item: 4.00 САМЫЕ ШОКИРУЮЩИЕ ГИПОТЕЗЫ 16+ xyxy=(440,538,581,563)
program-item: 14.30 ПАРЛАМЕНТСКОЕ ВРЕМЯ 16+ xyxy=(1390,1495,1569,1508)
program-item: 12.00 Т/С «СТЕНА» 12+ xyxy=(1390,397,1503,410)
program-item: 13.00 «ЗАГАДКИ ЧЕЛОВЕЧЕСТВА» 16+ xyxy=(440,1701,610,1726)
channel-logo: ТНТ xyxy=(630,1667,815,1694)
program-item: 15.00 «ЗАСЕКРЕЧЕННЫЕ СПИСКИ» 16+ xyxy=(440,1752,615,1777)
schedule-column xyxy=(820,1269,1005,2257)
program-item: 22.15 Х/Ф «КОРОТКИЕ ВСТРЕЧИ» xyxy=(630,1611,795,1623)
schedule-column xyxy=(630,248,815,1192)
program-item: 19.55 Т/С «СПЕЦНАЗ 2» 16+ xyxy=(1390,818,1527,830)
program-item: 21.10 ВЕСТИ. МЕСТНОЕ ВРЕМЯ xyxy=(250,1483,408,1495)
program-item: 4.00 «КРИЗИСНЫЙ ЦЕНТР» 16+ xyxy=(1010,662,1165,675)
program-item: 16.55 СКЕЛЕТОН. ЖЕНЩИНЫ xyxy=(1200,1494,1346,1507)
channel-logo: МАТЧ! xyxy=(1200,1269,1385,1296)
program-item: 02.35 Т/С «ОТМОРОЖЕННЫЕ» 18+ xyxy=(60,1841,230,1853)
program-item: 9.00 Т/С «УНИВЕР. НОВАЯ ОБЩАГА» 16+ xyxy=(630,1753,809,1778)
